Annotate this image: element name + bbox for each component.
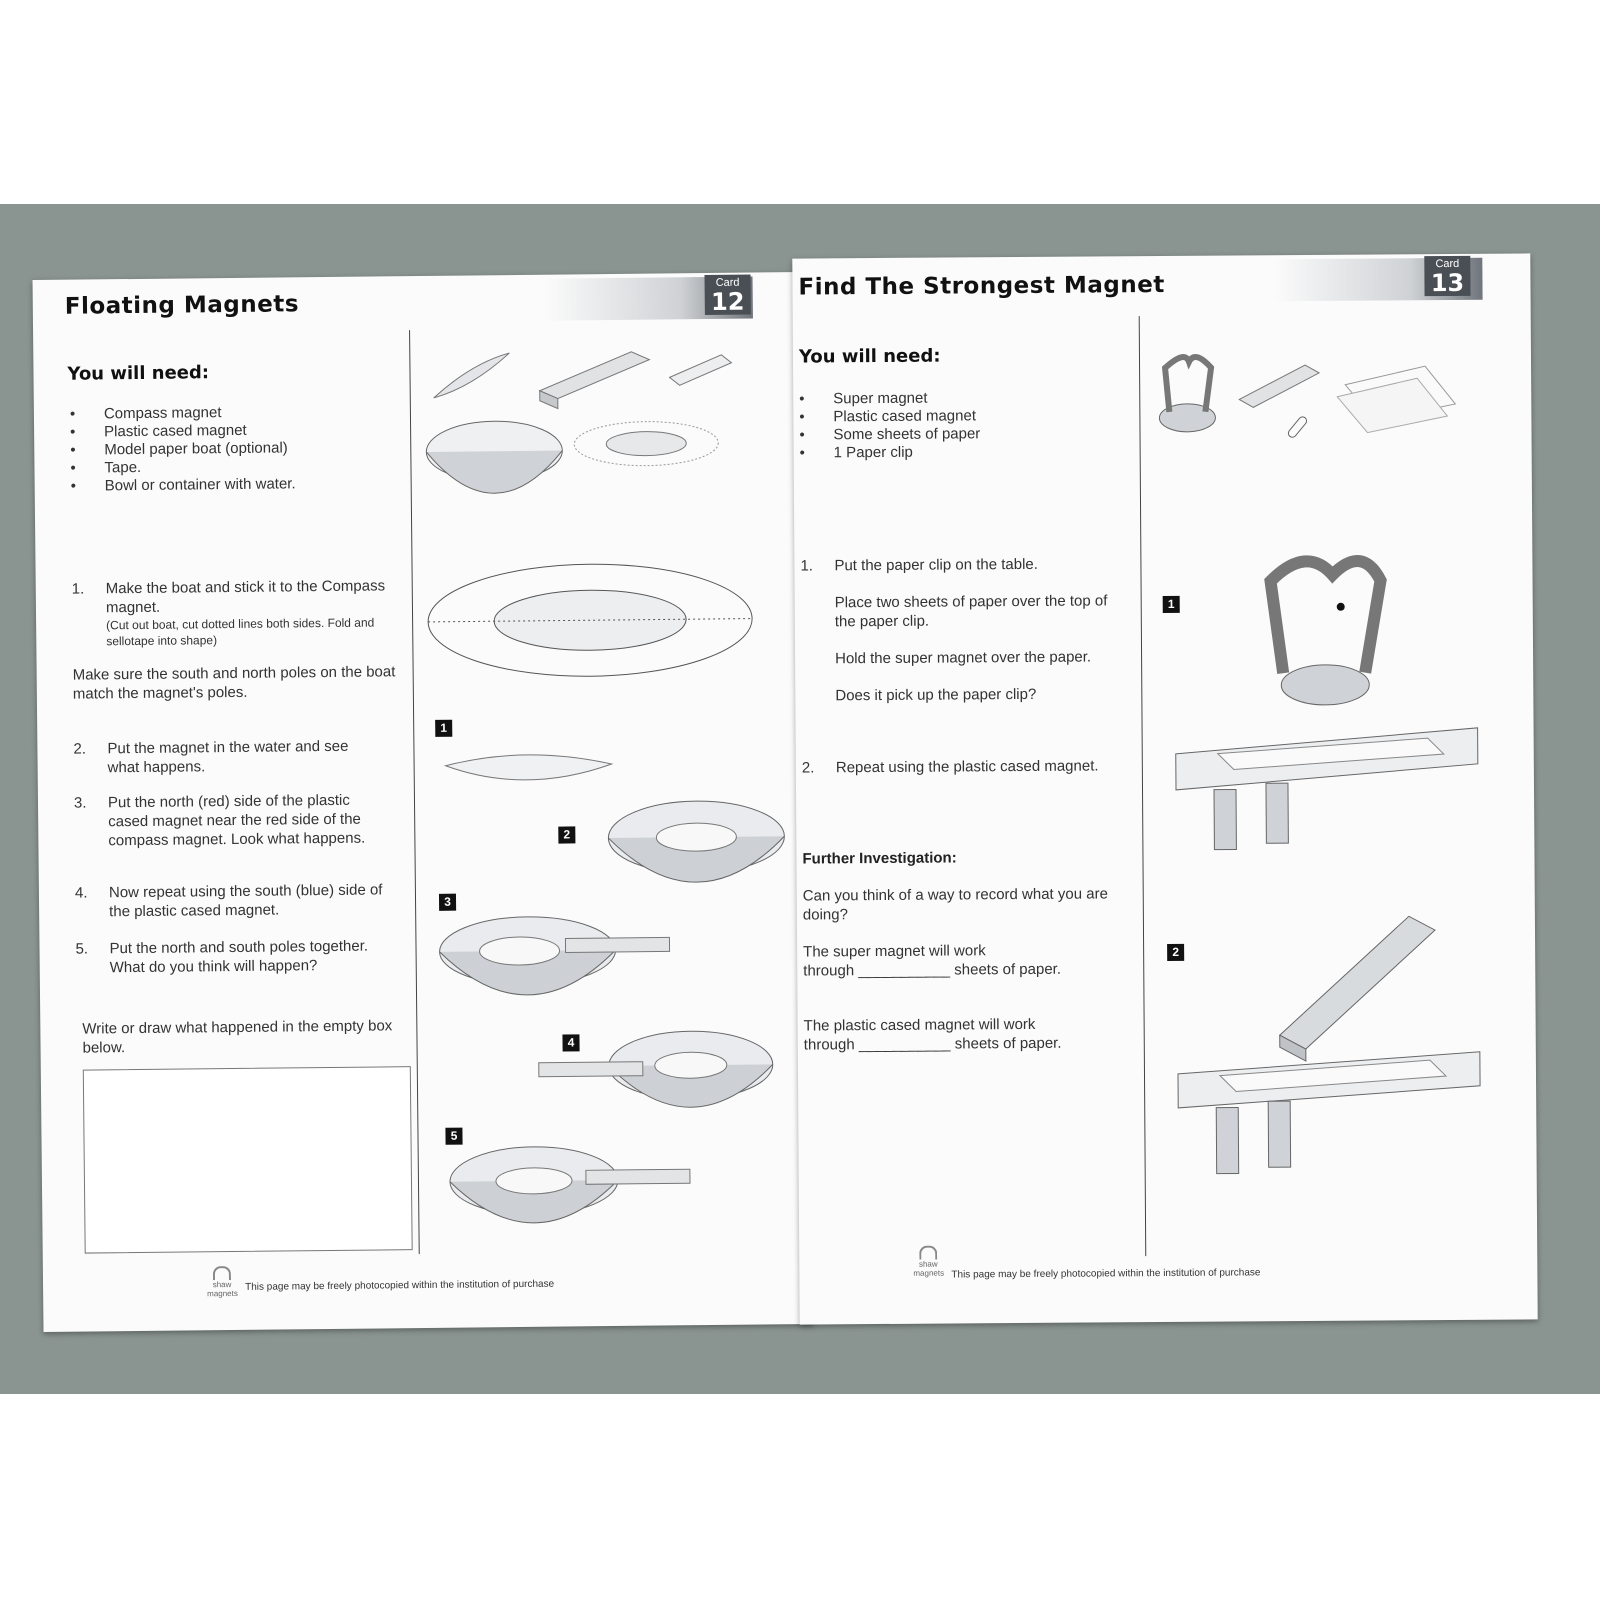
- card-number-badge: [1424, 256, 1470, 296]
- figure-1-illustration: [446, 754, 612, 781]
- step-number: 3.: [73, 794, 87, 812]
- plastic-magnet-illustration: [1239, 365, 1319, 408]
- step-text: Put the magnet in the water and see what happens.: [107, 737, 349, 777]
- step-number: 1.: [800, 557, 814, 575]
- step-number: 4.: [74, 884, 88, 902]
- figure-badge: 3: [439, 894, 456, 911]
- shaw-magnets-logo: shaw magnets: [207, 1266, 237, 1302]
- card-number-badge: [704, 275, 750, 315]
- list-item: • Plastic cased magnet: [70, 421, 295, 441]
- page-footer: This page may be freely photocopied within the institution of purchase: [245, 1278, 555, 1293]
- page-card-12: [33, 272, 814, 1332]
- card-label: Card: [715, 276, 740, 289]
- step-note: (Cut out boat, cut dotted lines both sides. Fold and sellotape into shape): [106, 615, 375, 649]
- plastic-magnet-illustration: [539, 352, 649, 399]
- page-title: Find The Strongest Magnet: [798, 271, 1165, 301]
- step-text: Put the north (red) side of the plastic cased magnet near the red side of the compass magnet. Look what happens.: [107, 791, 366, 850]
- step-3: [74, 790, 391, 850]
- compass-magnet-illustration: [433, 353, 509, 398]
- step-2: [73, 736, 383, 777]
- poles-note: Make sure the south and north poles on the boat match the magnet's poles.: [72, 663, 396, 703]
- list-item: • Bowl or container with water.: [71, 475, 296, 495]
- card-number: 12: [710, 287, 745, 316]
- materials-list: [70, 403, 296, 495]
- step-1: [800, 554, 1131, 705]
- list-item: • Tape.: [70, 457, 295, 477]
- header-band: [393, 277, 753, 323]
- step-number: 2.: [801, 759, 815, 777]
- illustration-column: [421, 332, 800, 1236]
- step-number: 1.: [71, 580, 85, 598]
- step-4: [75, 880, 391, 921]
- figure-badge: 2: [1167, 944, 1184, 961]
- figure-badge: 4: [562, 1034, 579, 1051]
- write-prompt: Write or draw what happened in the empty box below.: [82, 1017, 393, 1057]
- answer-box[interactable]: [83, 1066, 413, 1253]
- figure-badge: 2: [558, 826, 575, 843]
- step-text: Does it pick up the paper clip?: [835, 685, 1037, 705]
- step-2: [802, 756, 1132, 777]
- list-item: • Model paper boat (optional): [70, 439, 295, 459]
- figure-badge: 1: [435, 720, 452, 737]
- page-title: Floating Magnets: [64, 291, 300, 320]
- page-card-13: [792, 253, 1537, 1324]
- list-item: • 1 Paper clip: [800, 443, 981, 462]
- step-text: Repeat using the plastic cased magnet.: [835, 757, 1099, 777]
- step-text: Hold the super magnet over the paper.: [835, 648, 1092, 668]
- figure-1-illustration: [1174, 560, 1478, 850]
- list-item: • Plastic cased magnet: [799, 407, 980, 426]
- super-magnet-record: [803, 940, 1133, 980]
- list-item: • Super magnet: [799, 389, 980, 408]
- step-number: 2.: [73, 740, 87, 758]
- card-number: 13: [1430, 268, 1465, 298]
- page-footer: This page may be freely photocopied within the institution of purchase: [951, 1267, 1261, 1281]
- step-text: Place two sheets of paper over the top of the paper clip.: [834, 592, 1108, 631]
- figure-2-illustration: [1177, 916, 1481, 1174]
- card-label: Card: [1435, 257, 1460, 271]
- list-item: • Compass magnet: [70, 403, 295, 423]
- record-line: through ___________ sheets of paper.: [803, 960, 1062, 980]
- figure-badge: 5: [445, 1128, 462, 1145]
- step-text: Make the boat and stick it to the Compass magnet.: [105, 577, 386, 617]
- shaw-magnets-logo: shaw magnets: [913, 1246, 943, 1282]
- list-item: • Some sheets of paper: [799, 425, 980, 444]
- figure-badge: 1: [1163, 596, 1180, 613]
- further-question: Can you think of a way to record what you are doing?: [802, 885, 1108, 924]
- illustration-column: [1155, 344, 1481, 1246]
- record-line: The super magnet will work: [803, 942, 986, 961]
- materials-list: [799, 389, 980, 462]
- plastic-magnet-record: [804, 1014, 1134, 1054]
- paper-clip-illustration: [1287, 415, 1308, 439]
- record-line: The plastic cased magnet will work: [803, 1015, 1036, 1035]
- column-divider: [1139, 316, 1147, 1256]
- step-5: [75, 937, 375, 978]
- need-heading: You will need:: [67, 362, 210, 385]
- step-text: Put the paper clip on the table.: [834, 555, 1038, 575]
- further-heading: Further Investigation:: [802, 849, 957, 868]
- step-1: [72, 576, 393, 649]
- record-line: through ___________ sheets of paper.: [803, 1034, 1062, 1054]
- step-text: Now repeat using the south (blue) side of the plastic cased magnet.: [108, 881, 383, 921]
- step-number: 5.: [75, 940, 89, 958]
- tape-illustration: [669, 355, 731, 386]
- step-text: Put the north and south poles together. What do you think will happen?: [109, 937, 369, 977]
- need-heading: You will need:: [798, 345, 941, 368]
